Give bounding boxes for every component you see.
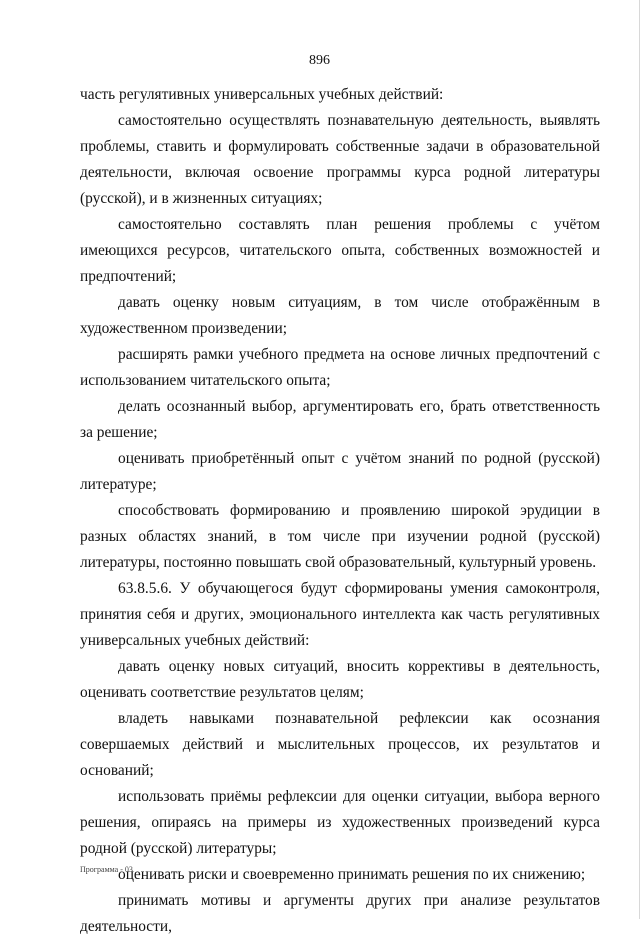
paragraph-item: расширять рамки учебного предмета на основе личных предпочтений с использованием читательского опыта; <box>80 346 600 389</box>
document-body <box>80 82 600 940</box>
paragraph-intro: часть регулятивных универсальных учебных действий: <box>80 86 444 103</box>
paragraph-item: делать осознанный выбор, аргументировать его, брать ответственность за решение; <box>80 398 600 441</box>
paragraph-item: оценивать приобретённый опыт с учётом знаний по родной (русской) литературе; <box>80 450 600 493</box>
paragraph-item: использовать приёмы рефлексии для оценки ситуации, выбора верного решения, опираясь на примеры из художественных произведений курса родной (русской) литературы; <box>80 788 600 857</box>
paragraph-section-heading: 63.8.5.6. У обучающегося будут сформированы умения самоконтроля, принятия себя и других, эмоционального интеллекта как часть регулятивных универсальных учебных действий: <box>80 580 600 649</box>
paragraph-item: самостоятельно составлять план решения проблемы с учётом имеющихся ресурсов, читательского опыта, собственных возможностей и предпочтений; <box>80 216 600 285</box>
paragraph-item: самостоятельно осуществлять познавательную деятельность, выявлять проблемы, ставить и формулировать собственные задачи в образовательной деятельности, включая освоение программы курса родной литературы (русской), и в жизненных ситуациях; <box>80 112 600 207</box>
paragraph-item: оценивать риски и своевременно принимать решения по их снижению; <box>118 866 586 883</box>
footer-program-label: Программа - 03 <box>80 865 133 874</box>
paragraph-item: давать оценку новых ситуаций, вносить коррективы в деятельность, оценивать соответствие результатов целям; <box>80 658 600 701</box>
paragraph-item: давать оценку новым ситуациям, в том числе отображённым в художественном произведении; <box>80 294 600 337</box>
paragraph-item: владеть навыками познавательной рефлексии как осознания совершаемых действий и мыслительных процессов, их результатов и оснований; <box>80 710 600 779</box>
page-number: 896 <box>309 53 330 68</box>
paragraph-item: способствовать формированию и проявлению широкой эрудиции в разных областях знаний, в том числе при изучении родной (русской) литературы, постоянно повышать свой образовательный, культурный уровень. <box>80 502 600 571</box>
paragraph-item: принимать мотивы и аргументы других при анализе результатов деятельности, <box>80 892 600 935</box>
